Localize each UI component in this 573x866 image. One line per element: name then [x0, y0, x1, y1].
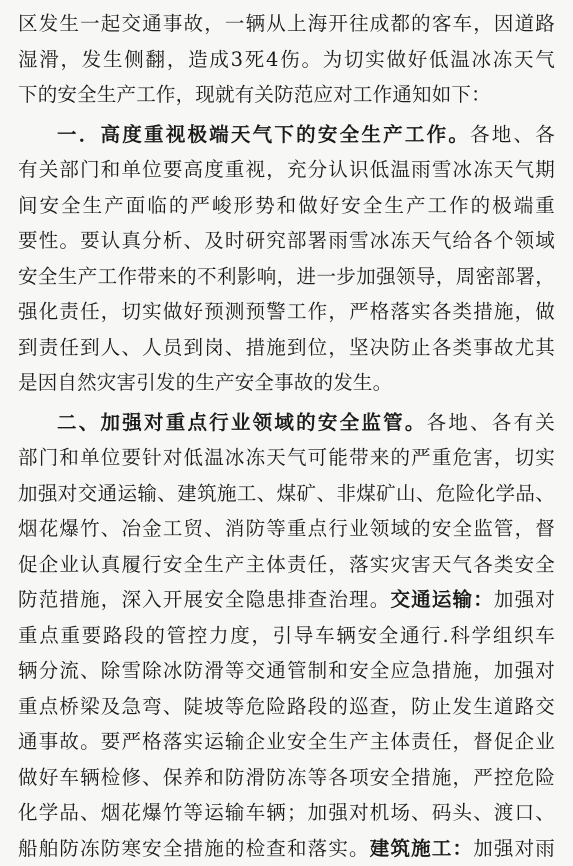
section1-first-line-rest: 各地、各: [470, 123, 555, 146]
section2-heading: 二、加强对重点行业领域的安全监管。: [57, 411, 427, 434]
section1-line: 有关部门和单位要高度重视，充分认识低温雨雪冰冻天气期: [18, 152, 555, 188]
section2-first-line-rest: 各地、各有关: [427, 411, 555, 434]
section1-line: 要性。要认真分析、及时研究部署雨雪冰冻天气给各个领域: [18, 223, 555, 259]
intro-line-1: 区发生一起交通事故，一辆从上海开往成都的客车，因道路: [18, 6, 555, 42]
section1-line: 强化责任，切实做好预测预警工作，严格落实各类措施，做: [18, 294, 555, 330]
section2-line: 辆分流、除雪除冰防滑等交通管制和安全应急措施，加强对: [18, 653, 555, 689]
section2-line: 化学品、烟花爆竹等运输车辆；加强对机场、码头、渡口、: [18, 795, 555, 831]
transport-label: 交通运输：: [390, 588, 493, 611]
section2-line: 做好车辆检修、保养和防滑防冻等各项安全措施，严控危险: [18, 760, 555, 796]
section1-first-line: [18, 117, 555, 153]
section2-line: 通事故。要严格落实运输企业安全生产主体责任，督促企业: [18, 724, 555, 760]
intro-line-2: 湿滑，发生侧翻，造成3死4伤。为切实做好低温冰冻天气: [18, 42, 555, 78]
section1-line: 安全生产工作带来的不利影响，进一步加强领导，周密部署，: [18, 259, 555, 295]
transport-line-suffix: 加强对: [494, 588, 555, 611]
section1-heading: 一．高度重视极端天气下的安全生产工作。: [57, 123, 470, 146]
section1-line: 是因自然灾害引发的生产安全事故的发生。: [18, 365, 555, 401]
section2-line: 烟花爆竹、冶金工贸、消防等重点行业领域的安全监管，督: [18, 511, 555, 547]
section2-first-line: [18, 405, 555, 441]
transport-line-prefix: 防范措施，深入开展安全隐患排查治理。: [18, 588, 390, 611]
intro-line-3: 下的安全生产工作，现就有关防范应对工作通知如下：: [18, 77, 555, 113]
section2-line: 加强对交通运输、建筑施工、煤矿、非煤矿山、危险化学品、: [18, 476, 555, 512]
section2-transport-line: [18, 582, 555, 618]
section2-line: 重点桥梁及急弯、陡坡等危险路段的巡查，防止发生道路交: [18, 689, 555, 725]
construction-label: 建筑施工：: [370, 837, 473, 860]
construction-line-prefix: 船舶防冻防寒安全措施的检查和落实。: [18, 837, 370, 860]
construction-line-suffix: 加强对雨: [473, 837, 555, 860]
section1-line: 到责任到人、人员到岗、措施到位，坚决防止各类事故尤其: [18, 330, 555, 366]
section2-line: 促企业认真履行安全生产主体责任，落实灾害天气各类安全: [18, 547, 555, 583]
section2-line: 部门和单位要针对低温冰冻天气可能带来的严重危害，切实: [18, 440, 555, 476]
section1-line: 间安全生产面临的严峻形势和做好安全生产工作的极端重: [18, 188, 555, 224]
section2-construction-line: [18, 831, 555, 866]
section2-line: 重点重要路段的管控力度，引导车辆安全通行.科学组织车: [18, 618, 555, 654]
